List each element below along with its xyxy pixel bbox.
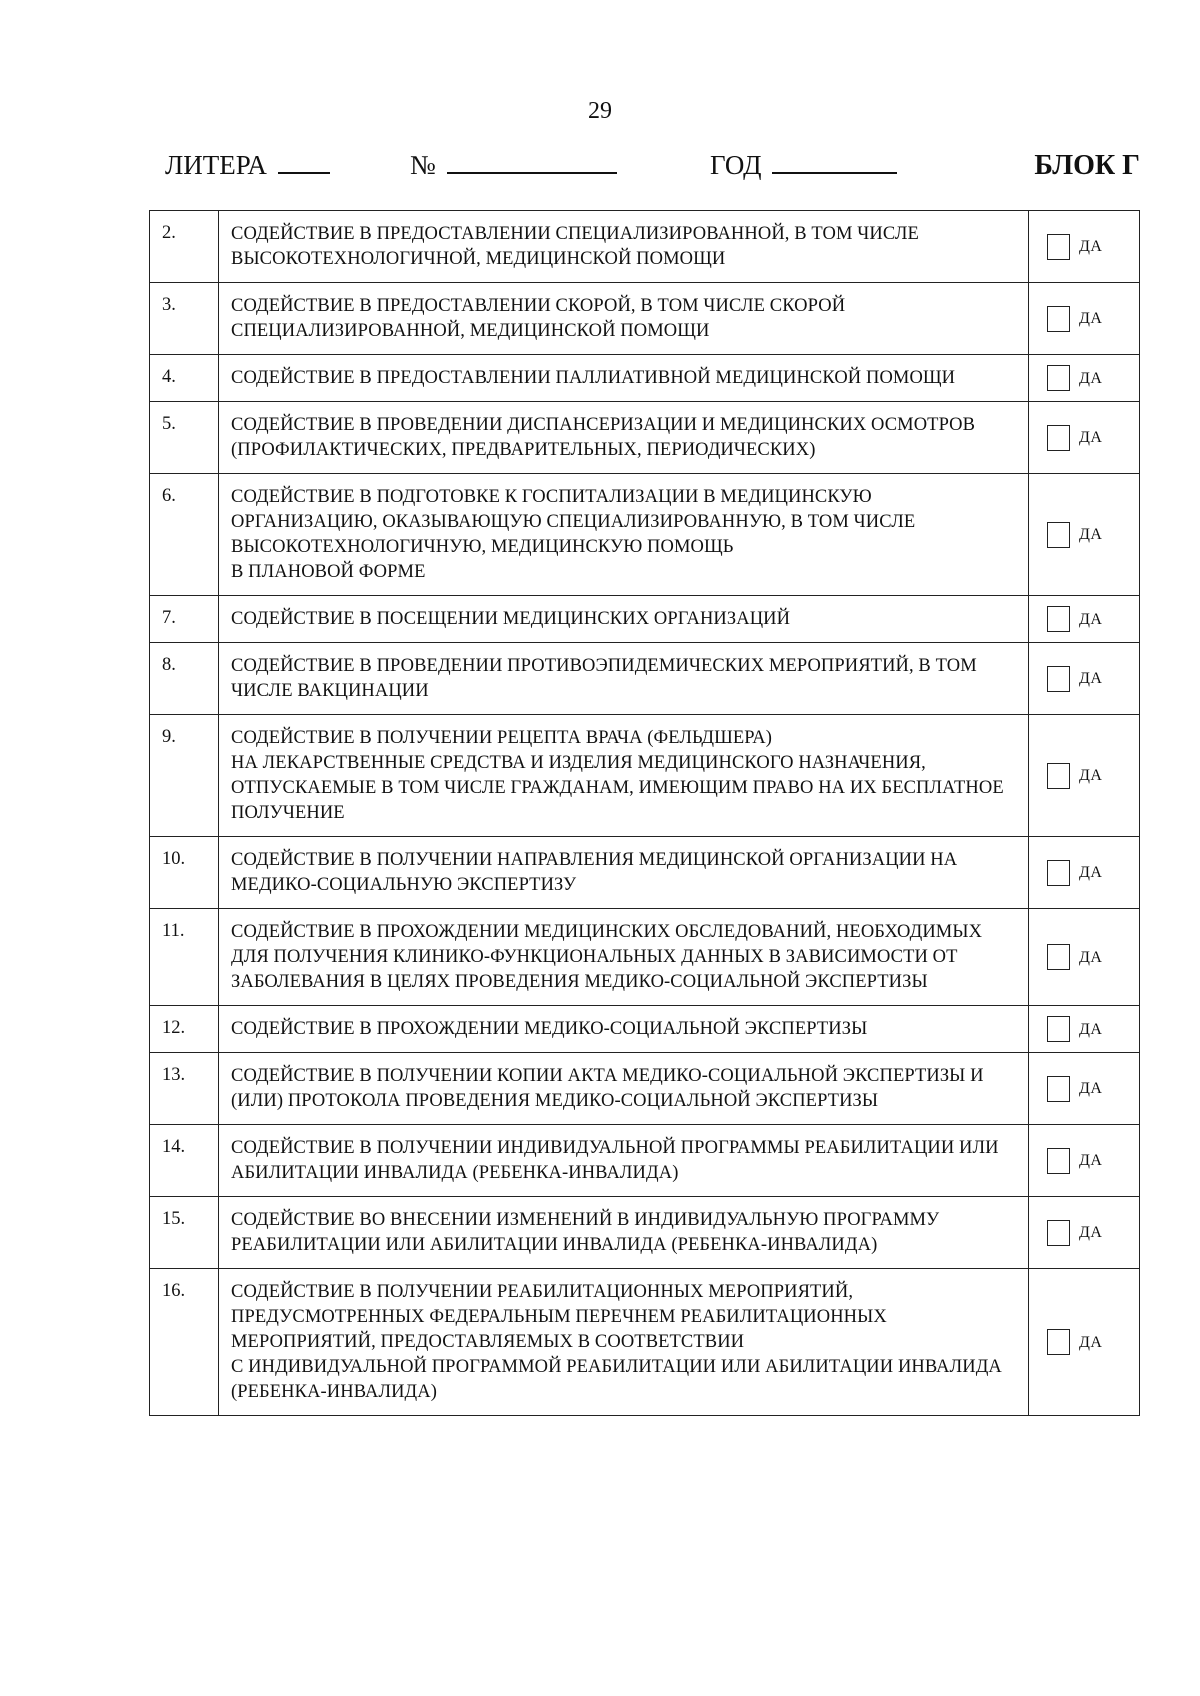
description-line: ПРЕДУСМОТРЕННЫХ ФЕДЕРАЛЬНЫМ ПЕРЕЧНЕМ РЕАБИЛИТАЦИОННЫХ bbox=[231, 1307, 887, 1327]
row-description bbox=[219, 643, 1029, 715]
yes-label: ДА bbox=[1079, 526, 1103, 543]
yes-checkbox[interactable] bbox=[1047, 1329, 1070, 1355]
row-description bbox=[219, 1197, 1029, 1269]
table-body bbox=[150, 211, 1140, 1416]
row-answer-cell bbox=[1029, 909, 1140, 1006]
table-row bbox=[150, 1006, 1140, 1053]
yes-option bbox=[1047, 860, 1139, 886]
number-label: № bbox=[410, 150, 436, 180]
description-line: ОТПУСКАЕМЫЕ В ТОМ ЧИСЛЕ ГРАЖДАНАМ, ИМЕЮЩИМ ПРАВО НА ИХ БЕСПЛАТНОЕ bbox=[231, 778, 1004, 798]
yes-checkbox[interactable] bbox=[1047, 306, 1070, 332]
description-line: ЗАБОЛЕВАНИЯ В ЦЕЛЯХ ПРОВЕДЕНИЯ МЕДИКО-СОЦИАЛЬНОЙ ЭКСПЕРТИЗЫ bbox=[231, 972, 928, 992]
yes-label: ДА bbox=[1079, 670, 1103, 687]
description-line: СОДЕЙСТВИЕ В ПРОХОЖДЕНИИ МЕДИЦИНСКИХ ОБСЛЕДОВАНИЙ, НЕОБХОДИМЫХ bbox=[231, 922, 983, 942]
description-line: НА ЛЕКАРСТВЕННЫЕ СРЕДСТВА И ИЗДЕЛИЯ МЕДИЦИНСКОГО НАЗНАЧЕНИЯ, bbox=[231, 753, 926, 773]
table-row bbox=[150, 283, 1140, 355]
row-number: 9. bbox=[150, 715, 219, 837]
yes-checkbox[interactable] bbox=[1047, 234, 1070, 260]
row-number: 5. bbox=[150, 402, 219, 474]
yes-checkbox[interactable] bbox=[1047, 522, 1070, 548]
row-answer-cell bbox=[1029, 596, 1140, 643]
row-answer-cell bbox=[1029, 355, 1140, 402]
description-line: СОДЕЙСТВИЕ В ПОСЕЩЕНИИ МЕДИЦИНСКИХ ОРГАНИЗАЦИЙ bbox=[231, 609, 791, 629]
yes-checkbox[interactable] bbox=[1047, 763, 1070, 789]
description-line: СОДЕЙСТВИЕ В ПОЛУЧЕНИИ РЕЦЕПТА ВРАЧА (ФЕЛЬДШЕРА) bbox=[231, 728, 773, 748]
row-answer-cell bbox=[1029, 715, 1140, 837]
row-answer-cell bbox=[1029, 1125, 1140, 1197]
row-answer-cell bbox=[1029, 474, 1140, 596]
yes-option bbox=[1047, 763, 1139, 789]
row-description bbox=[219, 1125, 1029, 1197]
description-line: СОДЕЙСТВИЕ В ПРОВЕДЕНИИ ДИСПАНСЕРИЗАЦИИ И МЕДИЦИНСКИХ ОСМОТРОВ bbox=[231, 415, 976, 435]
table-row bbox=[150, 474, 1140, 596]
yes-option bbox=[1047, 1076, 1139, 1102]
yes-option bbox=[1047, 425, 1139, 451]
table-row bbox=[150, 1125, 1140, 1197]
row-answer-cell bbox=[1029, 211, 1140, 283]
yes-label: ДА bbox=[1079, 948, 1103, 966]
description-line: ДЛЯ ПОЛУЧЕНИЯ КЛИНИКО-ФУНКЦИОНАЛЬНЫХ ДАННЫХ В ЗАВИСИМОСТИ ОТ bbox=[231, 947, 958, 967]
yes-checkbox[interactable] bbox=[1047, 365, 1070, 391]
description-line: СОДЕЙСТВИЕ В ПРОХОЖДЕНИИ МЕДИКО-СОЦИАЛЬНОЙ ЭКСПЕРТИЗЫ bbox=[231, 1019, 868, 1039]
table-row bbox=[150, 837, 1140, 909]
yes-checkbox[interactable] bbox=[1047, 944, 1070, 970]
row-number: 8. bbox=[150, 643, 219, 715]
yes-option bbox=[1047, 666, 1139, 692]
yes-checkbox[interactable] bbox=[1047, 1148, 1070, 1174]
yes-option bbox=[1047, 306, 1139, 332]
table-row bbox=[150, 355, 1140, 402]
description-line: В ПЛАНОВОЙ ФОРМЕ bbox=[231, 562, 426, 582]
row-answer-cell bbox=[1029, 1197, 1140, 1269]
description-line: (ИЛИ) ПРОТОКОЛА ПРОВЕДЕНИЯ МЕДИКО-СОЦИАЛЬНОЙ ЭКСПЕРТИЗЫ bbox=[231, 1091, 879, 1111]
row-description bbox=[219, 837, 1029, 909]
description-line: СОДЕЙСТВИЕ В ПОДГОТОВКЕ К ГОСПИТАЛИЗАЦИИ В МЕДИЦИНСКУЮ bbox=[231, 487, 872, 507]
row-answer-cell bbox=[1029, 643, 1140, 715]
table-row bbox=[150, 1197, 1140, 1269]
description-line: (ПРОФИЛАКТИЧЕСКИХ, ПРЕДВАРИТЕЛЬНЫХ, ПЕРИОДИЧЕСКИХ) bbox=[231, 440, 816, 460]
table-row bbox=[150, 643, 1140, 715]
description-line: РЕАБИЛИТАЦИИ ИЛИ АБИЛИТАЦИИ ИНВАЛИДА (РЕБЕНКА-ИНВАЛИДА) bbox=[231, 1235, 878, 1255]
row-number: 10. bbox=[150, 837, 219, 909]
row-number: 14. bbox=[150, 1125, 219, 1197]
yes-label: ДА bbox=[1079, 610, 1103, 628]
description-line: СОДЕЙСТВИЕ В ПОЛУЧЕНИИ РЕАБИЛИТАЦИОННЫХ МЕРОПРИЯТИЙ, bbox=[231, 1282, 854, 1302]
yes-option bbox=[1047, 944, 1139, 970]
yes-checkbox[interactable] bbox=[1047, 1220, 1070, 1246]
yes-label: ДА bbox=[1079, 369, 1103, 387]
description-line: СОДЕЙСТВИЕ В ПРЕДОСТАВЛЕНИИ СКОРОЙ, В ТОМ ЧИСЛЕ СКОРОЙ bbox=[231, 296, 846, 316]
yes-option bbox=[1047, 1148, 1139, 1174]
year-input-line[interactable] bbox=[772, 150, 897, 174]
description-line: ПОЛУЧЕНИЕ bbox=[231, 803, 345, 823]
description-line: СОДЕЙСТВИЕ В ПОЛУЧЕНИИ НАПРАВЛЕНИЯ МЕДИЦИНСКОЙ ОРГАНИЗАЦИИ НА bbox=[231, 850, 958, 870]
row-description bbox=[219, 211, 1029, 283]
description-line: МЕДИКО-СОЦИАЛЬНУЮ ЭКСПЕРТИЗУ bbox=[231, 875, 577, 895]
year-label: ГОД bbox=[710, 150, 762, 180]
table-row bbox=[150, 211, 1140, 283]
row-description bbox=[219, 283, 1029, 355]
row-answer-cell bbox=[1029, 1006, 1140, 1053]
yes-option bbox=[1047, 1329, 1139, 1355]
row-number: 15. bbox=[150, 1197, 219, 1269]
form-header bbox=[165, 150, 1140, 186]
row-number: 12. bbox=[150, 1006, 219, 1053]
description-line: ВЫСОКОТЕХНОЛОГИЧНУЮ, МЕДИЦИНСКУЮ ПОМОЩЬ bbox=[231, 537, 734, 557]
yes-checkbox[interactable] bbox=[1047, 666, 1070, 692]
row-answer-cell bbox=[1029, 837, 1140, 909]
description-line: С ИНДИВИДУАЛЬНОЙ ПРОГРАММОЙ РЕАБИЛИТАЦИИ ИЛИ АБИЛИТАЦИИ ИНВАЛИДА bbox=[231, 1357, 1002, 1377]
yes-label: ДА bbox=[1079, 1152, 1103, 1169]
yes-label: ДА bbox=[1079, 767, 1103, 784]
description-line: СОДЕЙСТВИЕ В ПРОВЕДЕНИИ ПРОТИВОЭПИДЕМИЧЕСКИХ МЕРОПРИЯТИЙ, В ТОМ bbox=[231, 656, 977, 676]
yes-checkbox[interactable] bbox=[1047, 1016, 1070, 1042]
row-description bbox=[219, 715, 1029, 837]
assistance-table bbox=[149, 210, 1140, 1416]
row-number: 4. bbox=[150, 355, 219, 402]
description-line: МЕРОПРИЯТИЙ, ПРЕДОСТАВЛЯЕМЫХ В СООТВЕТСТВИИ bbox=[231, 1332, 745, 1352]
yes-label: ДА bbox=[1079, 429, 1103, 446]
row-description bbox=[219, 474, 1029, 596]
row-description bbox=[219, 1006, 1029, 1053]
row-number: 6. bbox=[150, 474, 219, 596]
yes-checkbox[interactable] bbox=[1047, 606, 1070, 632]
description-line: СПЕЦИАЛИЗИРОВАННОЙ, МЕДИЦИНСКОЙ ПОМОЩИ bbox=[231, 321, 710, 341]
yes-option bbox=[1047, 1016, 1139, 1042]
row-answer-cell bbox=[1029, 283, 1140, 355]
description-line: ВЫСОКОТЕХНОЛОГИЧНОЙ, МЕДИЦИНСКОЙ ПОМОЩИ bbox=[231, 249, 726, 269]
row-number: 7. bbox=[150, 596, 219, 643]
yes-label: ДА bbox=[1079, 864, 1103, 881]
number-input-line[interactable] bbox=[447, 150, 617, 174]
page-number: 29 bbox=[588, 98, 612, 124]
table-row bbox=[150, 1269, 1140, 1416]
yes-option bbox=[1047, 1220, 1139, 1246]
description-line: (РЕБЕНКА-ИНВАЛИДА) bbox=[231, 1382, 437, 1402]
yes-option bbox=[1047, 365, 1139, 391]
row-answer-cell bbox=[1029, 1269, 1140, 1416]
table-row bbox=[150, 715, 1140, 837]
row-answer-cell bbox=[1029, 1053, 1140, 1125]
description-line: СОДЕЙСТВИЕ ВО ВНЕСЕНИИ ИЗМЕНЕНИЙ В ИНДИВИДУАЛЬНУЮ ПРОГРАММУ bbox=[231, 1210, 940, 1230]
row-description bbox=[219, 596, 1029, 643]
table-row bbox=[150, 909, 1140, 1006]
description-line: СОДЕЙСТВИЕ В ПОЛУЧЕНИИ КОПИИ АКТА МЕДИКО-СОЦИАЛЬНОЙ ЭКСПЕРТИЗЫ И bbox=[231, 1066, 984, 1086]
yes-label: ДА bbox=[1079, 1020, 1103, 1038]
table-row bbox=[150, 596, 1140, 643]
yes-option bbox=[1047, 522, 1139, 548]
row-description bbox=[219, 1269, 1029, 1416]
litera-field bbox=[165, 150, 330, 181]
row-description bbox=[219, 1053, 1029, 1125]
number-field bbox=[410, 150, 617, 181]
yes-label: ДА bbox=[1079, 238, 1103, 255]
block-title: БЛОК Г bbox=[1034, 150, 1140, 181]
yes-label: ДА bbox=[1079, 1333, 1103, 1351]
litera-input-line[interactable] bbox=[278, 150, 330, 174]
yes-option bbox=[1047, 234, 1139, 260]
description-line: АБИЛИТАЦИИ ИНВАЛИДА (РЕБЕНКА-ИНВАЛИДА) bbox=[231, 1163, 679, 1183]
row-description bbox=[219, 355, 1029, 402]
description-line: ЧИСЛЕ ВАКЦИНАЦИИ bbox=[231, 681, 429, 701]
year-field bbox=[710, 150, 897, 181]
row-answer-cell bbox=[1029, 402, 1140, 474]
row-description bbox=[219, 402, 1029, 474]
table-row bbox=[150, 402, 1140, 474]
yes-option bbox=[1047, 606, 1139, 632]
description-line: СОДЕЙСТВИЕ В ПРЕДОСТАВЛЕНИИ СПЕЦИАЛИЗИРОВАННОЙ, В ТОМ ЧИСЛЕ bbox=[231, 224, 919, 244]
row-number: 2. bbox=[150, 211, 219, 283]
yes-checkbox[interactable] bbox=[1047, 425, 1070, 451]
description-line: СОДЕЙСТВИЕ В ПРЕДОСТАВЛЕНИИ ПАЛЛИАТИВНОЙ МЕДИЦИНСКОЙ ПОМОЩИ bbox=[231, 368, 956, 388]
description-line: ОРГАНИЗАЦИЮ, ОКАЗЫВАЮЩУЮ СПЕЦИАЛИЗИРОВАННУЮ, В ТОМ ЧИСЛЕ bbox=[231, 512, 916, 532]
row-description bbox=[219, 909, 1029, 1006]
litera-label: ЛИТЕРА bbox=[165, 150, 267, 180]
row-number: 11. bbox=[150, 909, 219, 1006]
yes-checkbox[interactable] bbox=[1047, 1076, 1070, 1102]
yes-checkbox[interactable] bbox=[1047, 860, 1070, 886]
yes-label: ДА bbox=[1079, 1224, 1103, 1241]
row-number: 16. bbox=[150, 1269, 219, 1416]
yes-label: ДА bbox=[1079, 310, 1103, 327]
description-line: СОДЕЙСТВИЕ В ПОЛУЧЕНИИ ИНДИВИДУАЛЬНОЙ ПРОГРАММЫ РЕАБИЛИТАЦИИ ИЛИ bbox=[231, 1138, 999, 1158]
table-row bbox=[150, 1053, 1140, 1125]
row-number: 3. bbox=[150, 283, 219, 355]
row-number: 13. bbox=[150, 1053, 219, 1125]
yes-label: ДА bbox=[1079, 1080, 1103, 1097]
